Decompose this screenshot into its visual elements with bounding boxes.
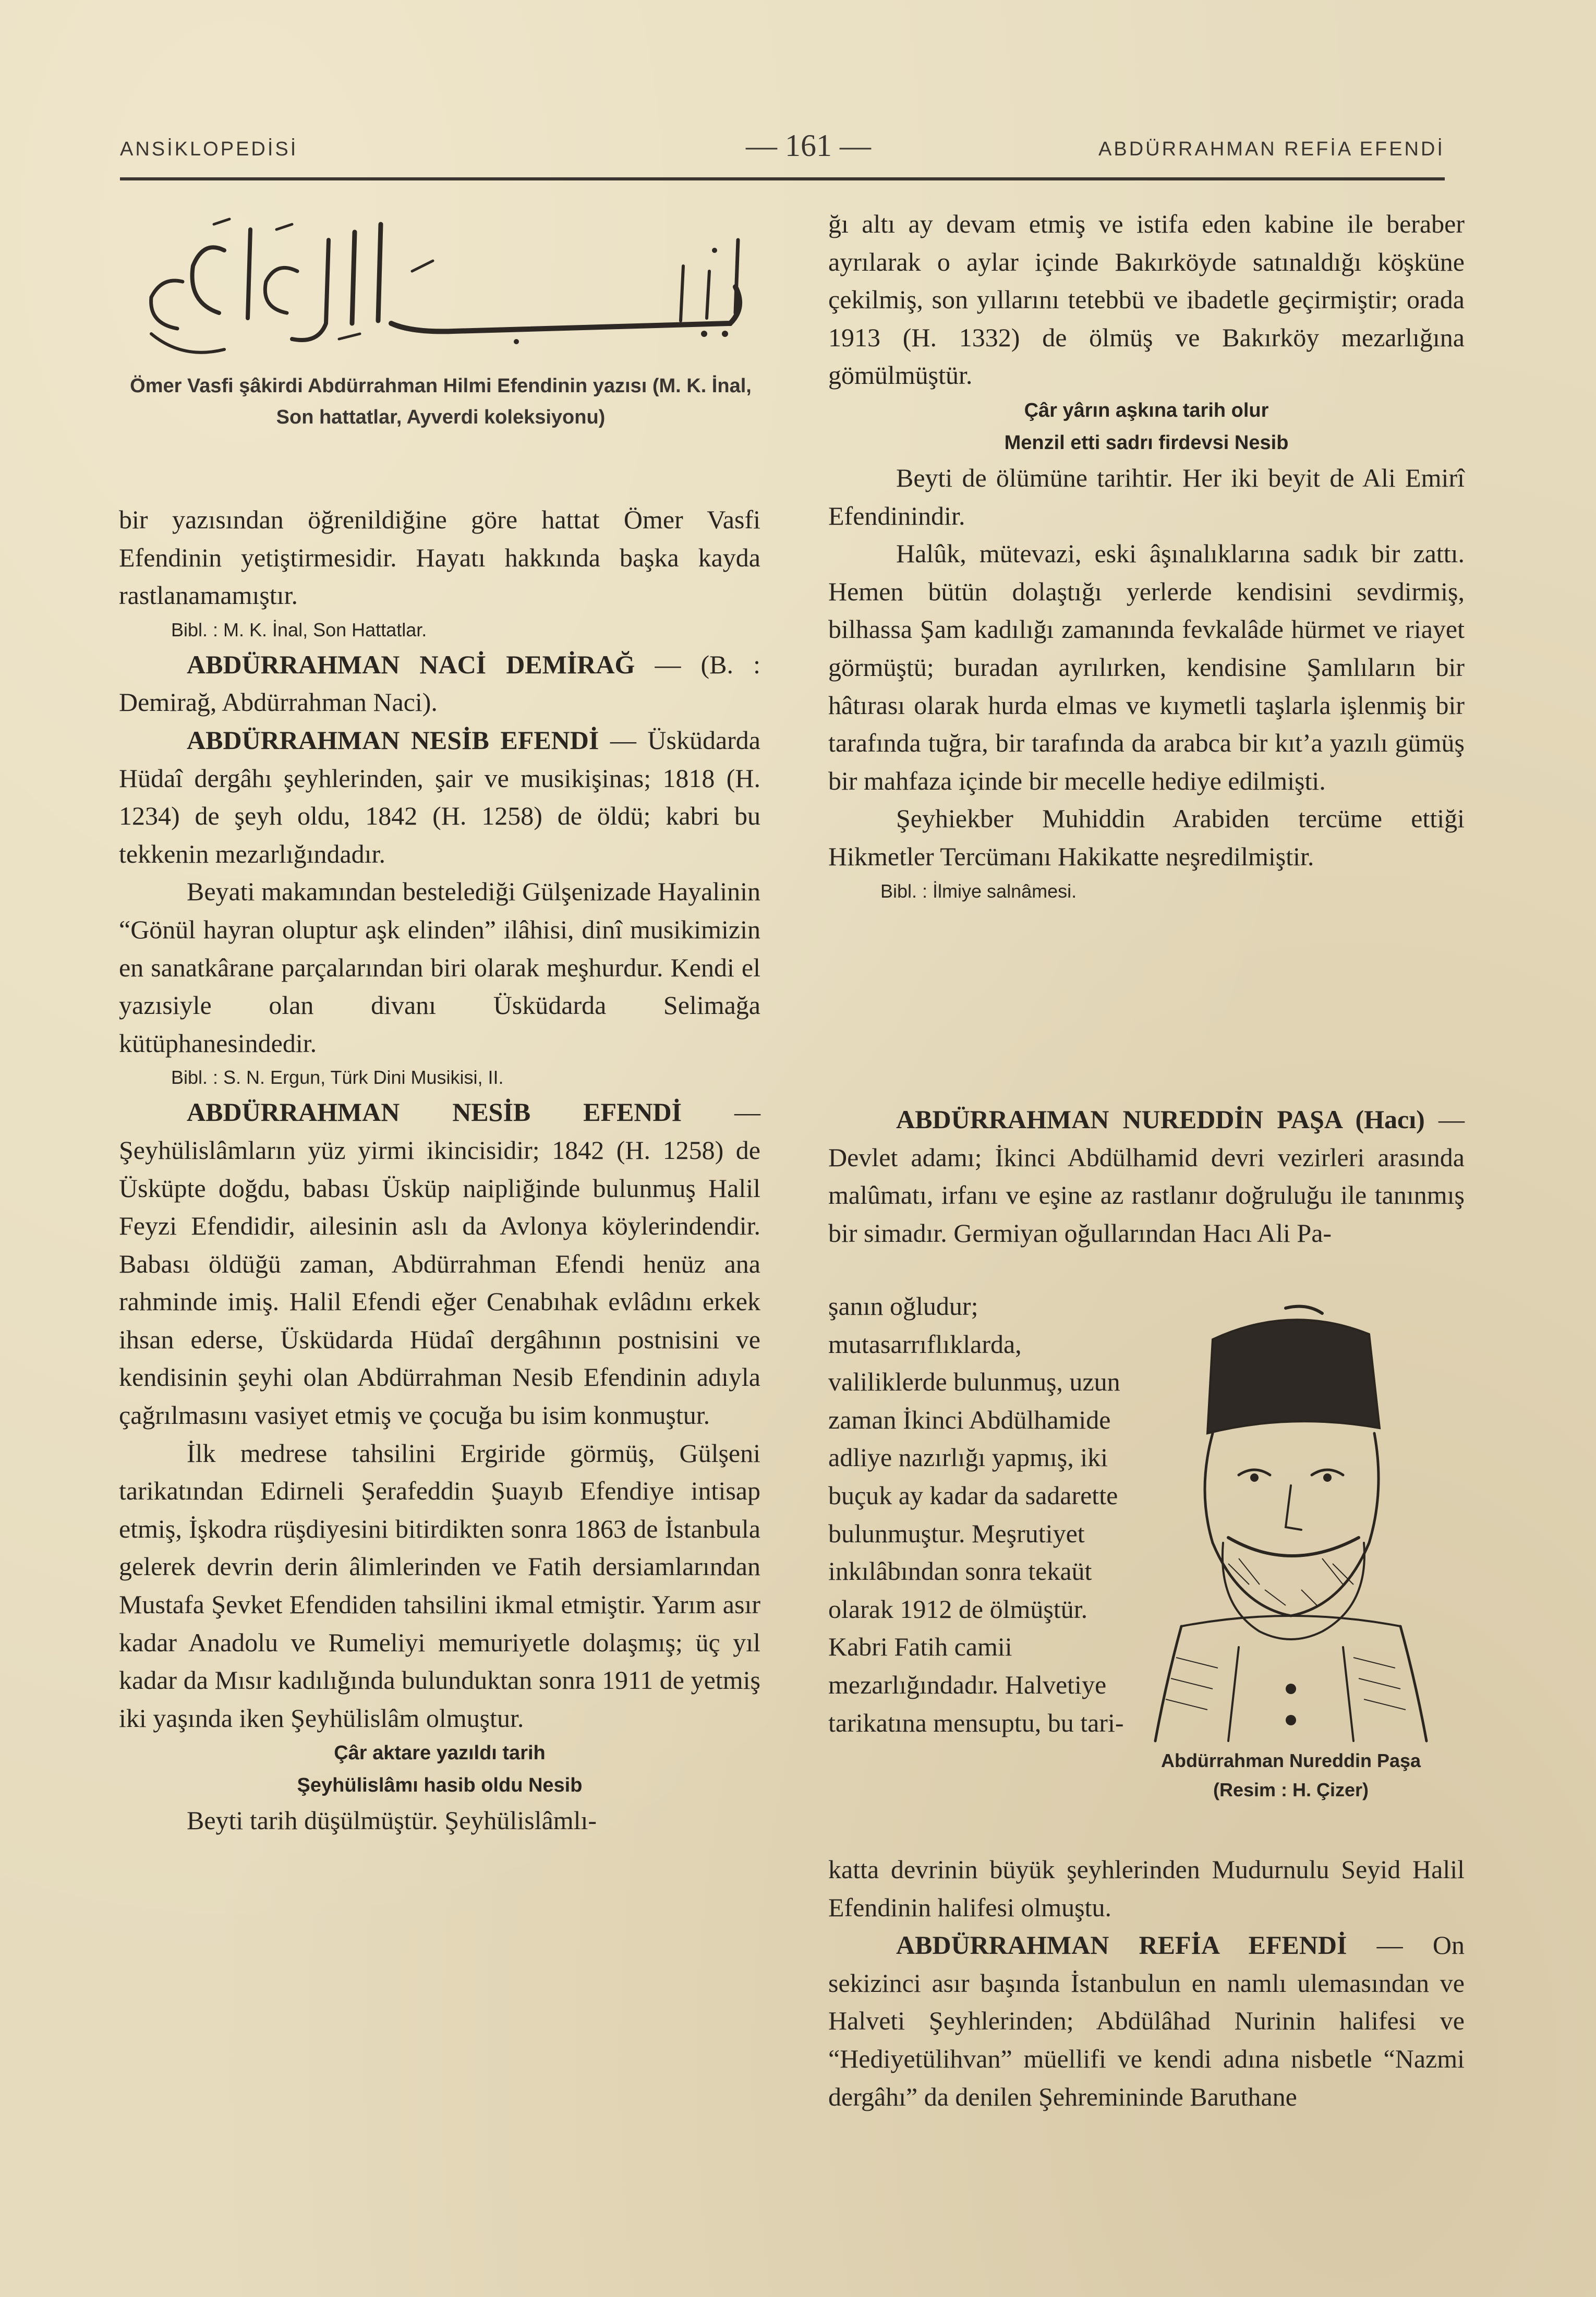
right-column [828,205,1465,907]
entry-refia [828,1926,1465,2115]
entry-nureddin [828,1101,1465,1252]
paragraph: Beyti de ölümüne tarihtir. Her iki beyit de Ali Emirî Efendinindir. [828,463,1465,530]
paragraph: Beyati makamından bestelediği Gülşenizade Hayalinin “Gönül hayran oluptur aşk elinden” ilâhisi, dinî musikimizin en sanatkârane parçalarından biri olarak meşhurdur. Kendi el yazısiyle olan divanı Üsküdarda Selimağa kütüphanesindedir. [119,877,760,1058]
running-header [120,128,1445,175]
paragraph: Beyti tarih düşülmüştür. Şeyhülislâmlı- [187,1806,597,1835]
bibliography: Bibl. : M. K. İnal, Son Hattatlar. [171,619,427,640]
page-number: — 161 — [746,128,871,163]
bibliography: Bibl. : İlmiye salnâmesi. [880,880,1077,902]
paragraph: katta devrinin büyük şeyhlerinden Mudurnulu Seyid Halil Efendinin halifesi olmuştu. [828,1855,1465,1922]
entry-heading: ABDÜRRAHMAN NACİ DEMİRAĞ [187,649,635,679]
paragraph: Şeyhiekber Muhiddin Arabiden tercüme ettiği Hikmetler Tercümanı Hakikatte neşredilmiştir. [828,804,1465,871]
calligraphy-image [120,209,761,360]
entry-nesib-2 [119,1093,760,1434]
verse-line: Çâr aktare yazıldı tarih [334,1742,546,1764]
paragraph: ğı altı ay devam etmiş ve istifa eden kabine ile beraber ayrılarak o aylar içinde Bakırköyde satınaldığı köşküne çekilmiş, son yıllarını tetebbü ve ibadetle geçirmiştir; orada 1913 (H. 1332) de ölmüş ve Bakırköy mezarlığına gömülmüştür. [828,209,1465,390]
entry-demirag [119,646,760,721]
entry-nesib-1 [119,721,760,873]
header-left: ANSİKLOPEDİSİ [120,138,298,160]
header-rule [120,177,1445,180]
entry-text: — On sekizinci asır başında İstanbulun en namlı ulemasından ve Halveti Şeyhlerinden; Abdülâhad Nurinin halifesi ve “Hediyetülihvan” müellifi ve kendi adına nisbetle “Nazmi dergâhı” da denilen Şehremininde Baruthane [828,1930,1465,2111]
entry-nureddin-lead [828,1101,1465,1252]
left-column [119,501,760,1840]
entry-heading: ABDÜRRAHMAN NESİB EFENDİ [187,725,599,755]
paragraph: Halûk, mütevazi, eski âşınalıklarına sadık bir zattı. Hemen bütün dolaştığı yerlerde kendisini sevdirmiş, bilhassa Şam kadılığı zamanında fevkalâde hürmet ve riayet görmüştü; buradan ayrılırken, kendisine Şamlıların bir hâtırası olarak hurda elmas ve kıymetli taşlarla işlenmiş bir tarafında tuğra, bir tarafında da arabca bir kıt’a yazılı gümüş bir mahfaza içinde bir mecelle hediye edilmişti. [828,539,1465,795]
entry-text: — Üsküdarda Hüdaî dergâhı şeyhlerinden, şair ve musikişinas; 1818 (H. 1234) de şeyh oldu, 1842 (H. 1258) de öldü; kabri bu tekkenin mezarlığındadır. [119,725,760,868]
paragraph: bir yazısından öğrenildiğine göre hattat Ömer Vasfi Efendinin yetiştirmesidir. Hayatı hakkında başka kayda rastlanamamıştır. [119,505,760,610]
portrait-caption: Abdürrahman Nureddin Paşa (Resim : H. Çizer) [1160,1750,1421,1800]
verse-line: Şeyhülislâmı hasib oldu Nesib [297,1774,583,1797]
right-column-bottom [828,1851,1465,2115]
verse-line: Menzil etti sadrı firdevsi Nesib [1004,431,1289,454]
portrait-image [1134,1292,1447,1746]
entry-text: — Devlet adamı; İkinci Abdülhamid devri vezirleri arasında malûmatı, irfanı ve eşine az rastlanır doğruluğu ile tanınmış bir simadır. Germiyan oğullarından Hacı Ali Pa- [828,1105,1465,1248]
paragraph: İlk medrese tahsilini Ergiride görmüş, Gülşeni tarikatından Edirneli Şerafeddin Şuayıb Efendiye intisap etmiş, İşkodra rüşdiyesini bitirdikten sonra 1863 de İstanbula gelerek devrin derin âlimlerinden ve Fatih dersiamlarından Mustafa Şevket Efendiden tahsilini ikmal etmiştir. Yarım asır kadar Anadolu ve Rumeliyi memuriyetle dolaşmış; üç yıl kadar da Mısır kadılığında bulunduktan sonra 1911 de yetmiş iki yaşında iken Şeyhülislâm olmuştur. [119,1438,760,1733]
entry-heading: ABDÜRRAHMAN NUREDDİN PAŞA (Hacı) [896,1105,1425,1134]
bibliography: Bibl. : S. N. Ergun, Türk Dini Musikisi, II. [171,1067,504,1089]
entry-text: — (B. : Demirağ, Abdürrahman Naci). [119,649,760,717]
entry-heading: ABDÜRRAHMAN REFİA EFENDİ [896,1930,1347,1960]
entry-text: — Şeyhülislâmların yüz yirmi ikincisidir; 1842 (H. 1258) de Üsküpte doğdu, babası Üsküp naipliğinde bulunmuş Halil Feyzi Efendidir, ailesinin aslı da Avlonya köylerindendir. Babası öldüğü zaman, Abdürrahman Efendi henüz ana rahminde imiş. Halil Efendi eğer Cenabıhak evlâdını erkek ihsan ederse, Üsküdarda Hüdaî dergâhının postnisini ve kendisinin şeyhi olan Abdürrahman Nesib Efendinin adıyla çağrılmasını vasiyet etmiş ve çocuğa bu isim konmuştur. [119,1097,760,1430]
calligraphy-caption: Ömer Vasfi şâkirdi Abdürrahman Hilmi Efendinin yazısı (M. K. İnal, Son hattatlar, Ayverdi koleksiyonu) [130,375,752,428]
header-right: ABDÜRRAHMAN REFİA EFENDİ [1098,138,1445,160]
entry-heading: ABDÜRRAHMAN NESİB EFENDİ [187,1097,682,1127]
wrapped-text: şanın oğludur; mutasarrıflıklarda, valiliklerde bulunmuş, uzun zaman İkinci Abdülhamide adliye nazırlığı yapmış, iki buçuk ay kadar da sadarette bulunmuştur. Meşrutiyet inkılâbından sonra tekaüt olarak 1912 de ölmüştür. Kabri Fatih camii mezarlığındadır. Halvetiye tarikatına mensuptu, bu tari- [828,1291,1124,1737]
verse-line: Çâr yârın aşkına tarih olur [1024,399,1269,421]
